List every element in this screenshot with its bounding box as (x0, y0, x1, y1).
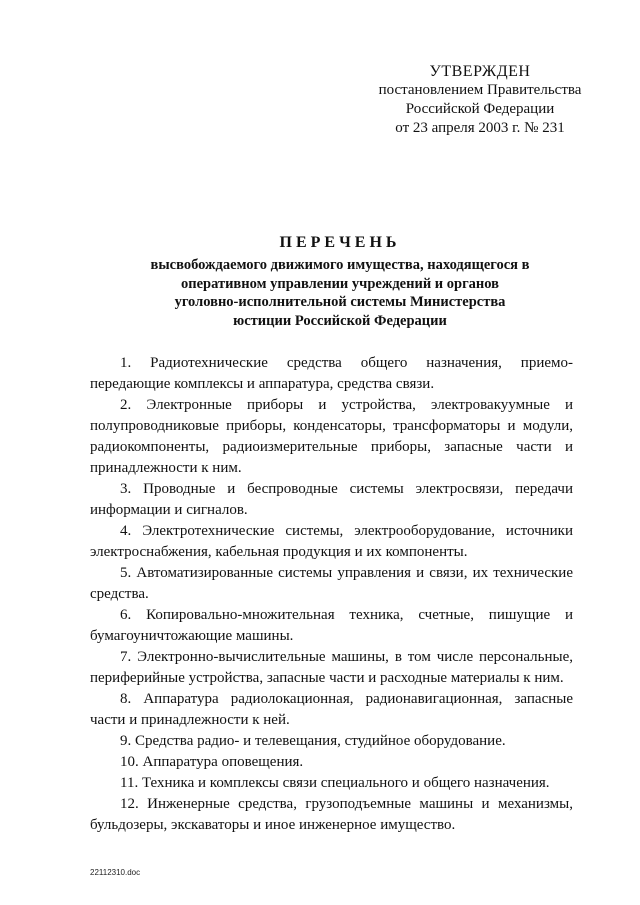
list-item-1: 1. Радиотехнические средства общего назначения, приемо-передающие комплексы и аппаратура, средства связи. (90, 355, 573, 392)
list-item-6: 6. Копировально-множительная техника, счетные, пишущие и бумагоуничтожающие машины. (90, 607, 573, 644)
title-line-1: высвобождаемого движимого имущества, находящегося в (150, 257, 530, 273)
document-title (100, 232, 580, 330)
approval-heading: УТВЕРЖДЕН (429, 63, 531, 80)
list-item-4: 4. Электротехнические системы, электрооборудование, источники электроснабжения, кабельная продукция и их компоненты. (90, 523, 573, 560)
list-item-5: 5. Автоматизированные системы управления и связи, их технические средства. (90, 565, 573, 602)
list-item-10: 10. Аппаратура оповещения. (120, 754, 304, 770)
title-line-3: уголовно-исполнительной системы Министерства (174, 294, 506, 310)
list-item-2: 2. Электронные приборы и устройства, электровакуумные и полупроводниковые приборы, конденсаторы, трансформаторы и модули, радиокомпоненты, радиоизмерительные приборы, запасные части и принадлежности к ним. (90, 397, 573, 476)
list-item-11: 11. Техника и комплексы связи специального и общего назначения. (120, 775, 550, 791)
approval-line-1: постановлением Правительства (378, 82, 582, 98)
approval-line-3: от 23 апреля 2003 г. № 231 (395, 120, 565, 136)
list-item-3: 3. Проводные и беспроводные системы электросвязи, передачи информации и сигналов. (90, 481, 573, 518)
list-item-12: 12. Инженерные средства, грузоподъемные машины и механизмы, бульдозеры, экскаваторы и иное инженерное имущество. (90, 796, 573, 833)
list-item-7: 7. Электронно-вычислительные машины, в том числе персональные, периферийные устройства, запасные части и расходные материалы к ним. (90, 649, 573, 686)
item-list (90, 353, 573, 836)
title-word: ПЕРЕЧЕНЬ (279, 234, 401, 251)
list-item-9: 9. Средства радио- и телевещания, студийное оборудование. (120, 733, 506, 749)
title-line-2: оперативном управлении учреждений и органов (180, 275, 500, 292)
footer-filename: 22112310.doc (90, 868, 141, 877)
approval-line-2: Российской Федерации (405, 101, 555, 117)
approval-block (360, 62, 600, 138)
title-line-4: юстиции Российской Федерации (233, 312, 447, 329)
list-item-8: 8. Аппаратура радиолокационная, радионавигационная, запасные части и принадлежности к ней. (90, 691, 573, 728)
